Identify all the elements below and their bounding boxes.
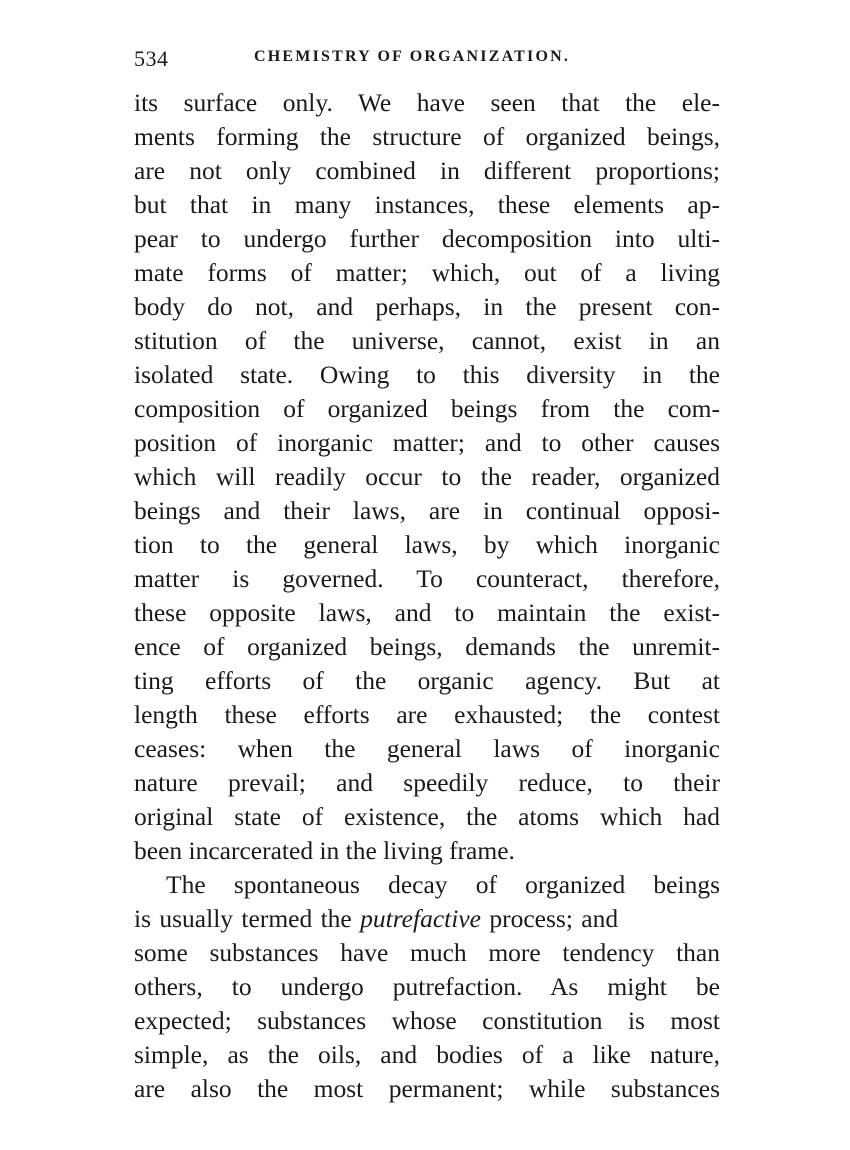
italic-term: putrefactive [360, 904, 481, 933]
text-line: original state of existence, the atoms which had [134, 802, 720, 831]
text-line: body do not, and perhaps, in the present con- [134, 292, 720, 321]
text-line-with-italic [134, 902, 720, 936]
text-run: is usually termed the [134, 904, 361, 933]
text-line: pear to undergo further decomposition into ulti- [134, 224, 720, 253]
text-line: expected; substances whose constitution is most [134, 1006, 720, 1035]
text-line: its surface only. We have seen that the ele- [134, 88, 720, 117]
text-line: ence of organized beings, demands the unremit- [134, 632, 720, 661]
text-line: are not only combined in different proportions; [134, 156, 720, 185]
text-line: stitution of the universe, cannot, exist in an [134, 326, 720, 355]
running-title: CHEMISTRY OF ORGANIZATION. [254, 48, 571, 65]
text-line: length these efforts are exhausted; the contest [134, 700, 720, 729]
text-line: others, to undergo putrefaction. As might be [134, 972, 720, 1001]
body-text [134, 86, 720, 1106]
text-line: position of inorganic matter; and to other causes [134, 428, 720, 457]
text-run: process; and [480, 904, 619, 933]
text-line: The spontaneous decay of organized beings [166, 870, 720, 899]
text-line: mate forms of matter; which, out of a living [134, 258, 720, 287]
paragraph-2 [134, 868, 720, 1106]
text-line: these opposite laws, and to maintain the exist- [134, 598, 720, 627]
paragraph-1 [134, 86, 720, 868]
text-line: ting efforts of the organic agency. But at [134, 666, 720, 695]
page-number: 534 [134, 46, 169, 71]
running-head [134, 46, 720, 76]
text-line: nature prevail; and speedily reduce, to their [134, 768, 720, 797]
text-line: tion to the general laws, by which inorganic [134, 530, 720, 559]
text-line: composition of organized beings from the com- [134, 394, 720, 423]
text-line: ments forming the structure of organized beings, [134, 122, 720, 151]
text-line: but that in many instances, these elements ap- [134, 190, 720, 219]
text-line: beings and their laws, are in continual opposi- [134, 496, 720, 525]
text-line: some substances have much more tendency than [134, 938, 720, 967]
text-line: are also the most permanent; while substances [134, 1074, 720, 1103]
text-line: isolated state. Owing to this diversity in the [134, 360, 720, 389]
text-line: been incarcerated in the living frame. [134, 836, 515, 865]
text-line: matter is governed. To counteract, therefore, [134, 564, 720, 593]
text-line: ceases: when the general laws of inorganic [134, 734, 720, 763]
text-line: simple, as the oils, and bodies of a like nature, [134, 1040, 720, 1069]
text-line: which will readily occur to the reader, organized [134, 462, 720, 491]
